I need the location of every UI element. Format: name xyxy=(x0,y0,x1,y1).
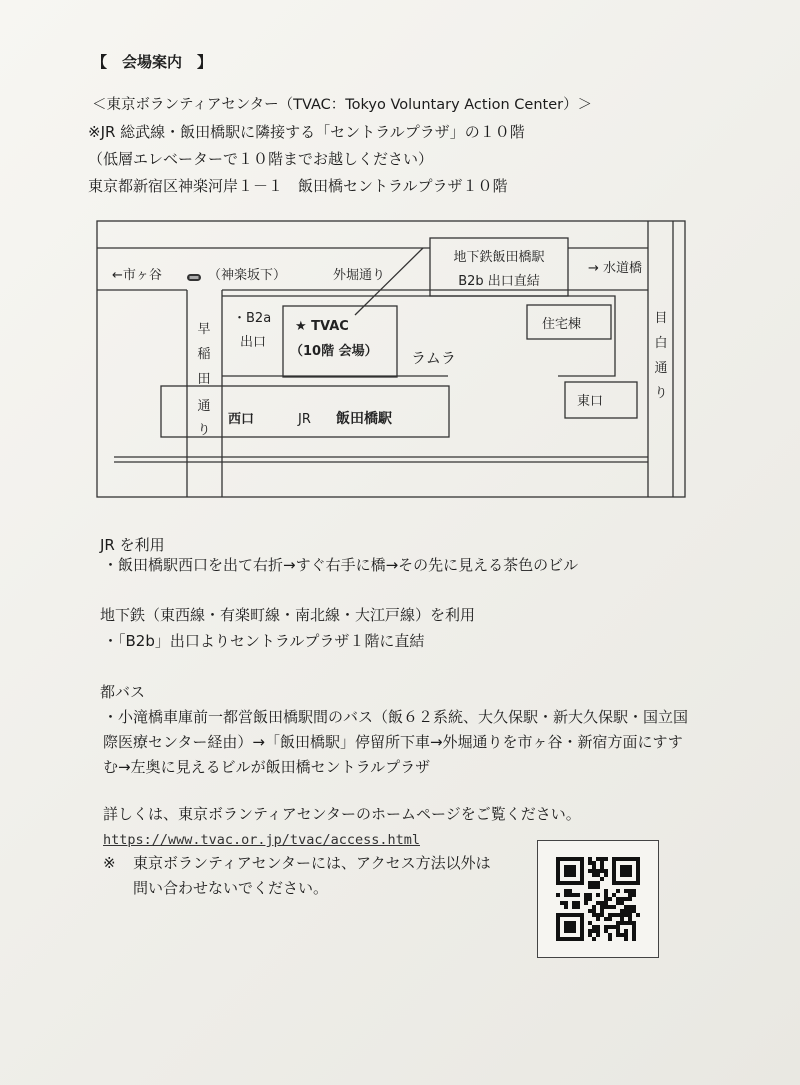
venue-address: 東京都新宿区神楽河岸１－１ 飯田橋セントラルプラザ１０階 xyxy=(88,177,508,195)
qr-code-frame xyxy=(537,840,659,958)
map-label-station: 飯田橋駅 xyxy=(336,411,392,427)
map-label-suidobashi: → 水道橋 xyxy=(588,261,643,276)
subway-marker-inner-icon xyxy=(190,276,199,279)
note-line2: 問い合わせないでください。 xyxy=(133,879,329,897)
map-label-east-exit: 東口 xyxy=(577,394,604,409)
subway-directions: ・「B2b」出口よりセントラルプラザ１階に直結 xyxy=(103,632,425,650)
map-label-b2a: ・B2a xyxy=(233,311,272,326)
map-label-residential: 住宅棟 xyxy=(542,317,582,332)
note-mark: ※ xyxy=(103,854,116,872)
map-label-waseda-5: り xyxy=(197,423,211,438)
map-label-waseda-3: 田 xyxy=(197,372,211,387)
jr-directions: ・飯田橋駅西口を出て右折→すぐ右手に橋→その先に見える茶色のビル xyxy=(103,556,579,574)
subway-heading: 地下鉄（東西線・有楽町線・南北線・大江戸線）を利用 xyxy=(100,606,476,624)
map-label-subway-1: 地下鉄飯田橋駅 xyxy=(453,250,545,265)
venue-name: ＜東京ボランティアセンター（TVAC：Tokyo Voluntary Action Center）＞ xyxy=(92,97,593,113)
bus-directions-line2: 際医療センター経由）→「飯田橋駅」停留所下車→外堀通りを市ヶ谷・新宿方面にすす xyxy=(103,733,683,751)
map-label-mejiro-2: 白 xyxy=(654,336,668,351)
section-title: 【 会場案内 】 xyxy=(92,53,213,71)
map-label-sotobori: 外堀通り xyxy=(333,268,386,283)
map-label-waseda-4: 通 xyxy=(197,399,211,414)
qr-code-icon[interactable] xyxy=(556,857,640,941)
map-label-tvac: ★ TVAC xyxy=(295,319,349,334)
map-label-kagurazaka: （神楽坂下） xyxy=(208,268,287,283)
map-label-jr: JR xyxy=(298,412,311,427)
access-map xyxy=(0,0,800,510)
details-text: 詳しくは、東京ボランティアセンターのホームページをご覧ください。 xyxy=(103,805,581,823)
bus-heading: 都バス xyxy=(100,683,146,701)
map-label-mejiro-4: り xyxy=(654,386,668,401)
map-label-waseda-1: 早 xyxy=(197,322,211,337)
map-label-mejiro-1: 目 xyxy=(654,311,668,326)
map-label-waseda-2: 稲 xyxy=(197,347,211,362)
map-label-ichigaya: ←市ヶ谷 xyxy=(112,268,162,283)
map-label-tvac-floor: （10階 会場） xyxy=(290,344,378,359)
jr-heading: JR を利用 xyxy=(100,536,165,554)
note-line1: 東京ボランティアセンターには、アクセス方法以外は xyxy=(133,854,491,872)
bus-directions-line3: む→左奥に見えるビルが飯田橋セントラルプラザ xyxy=(103,758,431,776)
bus-directions-line1: ・小滝橋車庫前一都営飯田橋駅間のバス（飯６２系統、大久保駅・新大久保駅・国立国 xyxy=(103,708,689,726)
map-label-ramla: ラムラ xyxy=(411,349,456,367)
venue-note-floor: ※JR 総武線・飯田橋駅に隣接する「セントラルプラザ」の１０階 xyxy=(88,123,525,141)
map-label-b2a-exit: 出口 xyxy=(240,335,267,350)
map-label-west-exit: 西口 xyxy=(228,412,255,427)
venue-note-elevator: （低層エレベーターで１０階までお越しください） xyxy=(88,150,434,168)
tvac-building xyxy=(283,306,397,377)
map-label-subway-2: B2b 出口直結 xyxy=(458,274,540,289)
map-label-mejiro-3: 通 xyxy=(654,361,668,376)
access-url-link[interactable]: https://www.tvac.or.jp/tvac/access.html xyxy=(103,832,420,848)
